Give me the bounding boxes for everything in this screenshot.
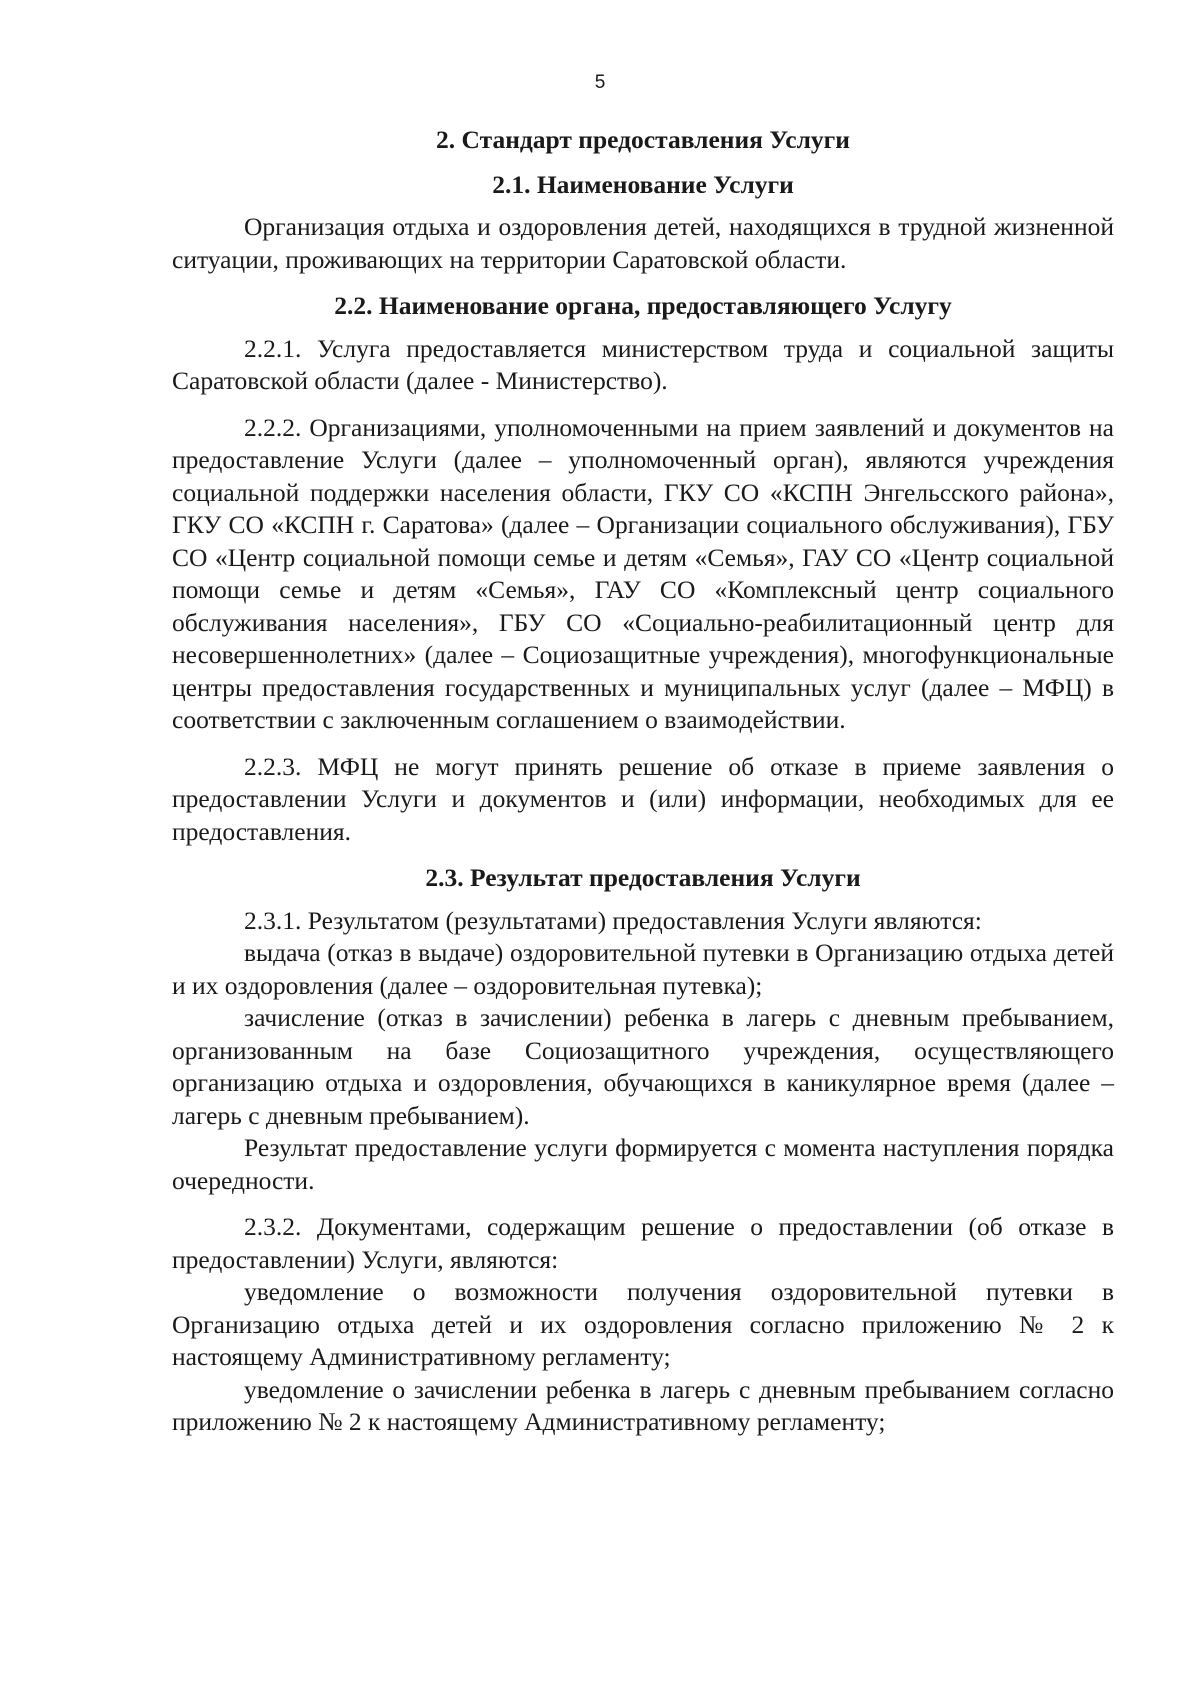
- paragraph-2-3-2-item-camp-notice: уведомление о зачислении ребенка в лагерь с дневным пребыванием согласно приложению № 2 к настоящему Административному регламенту;: [172, 1374, 1114, 1436]
- paragraph-2-3-2: 2.3.2. Документами, содержащим решение о предоставлении (об отказе в предоставлении) Услуги, являются:: [172, 1212, 1114, 1274]
- heading-2-2: 2.2. Наименование органа, предоставляющего Услугу: [334, 291, 952, 320]
- document-body: [172, 124, 1114, 1439]
- heading-main: 2. Стандарт предоставления Услуги: [436, 125, 850, 154]
- heading-2-1: 2.1. Наименование Услуги: [492, 169, 794, 199]
- paragraph-2-2-3: 2.2.3. МФЦ не могут принять решение об отказе в приеме заявления о предоставлении Услуги и документов и (или) информации, необходимых для ее предоставления.: [172, 751, 1114, 846]
- paragraph-2-3-2-item-voucher-notice: уведомление о возможности получения оздоровительной путевки в Организацию отдыха детей и их оздоровления согласно приложению № 2 к настоящему Административному регламенту;: [172, 1277, 1114, 1371]
- paragraph-2-1: Организация отдыха и оздоровления детей, находящихся в трудной жизненной ситуации, проживающих на территории Саратовской области.: [172, 212, 1114, 274]
- paragraph-2-2-2: 2.2.2. Организациями, уполномоченными на прием заявлений и документов на предоставление Услуги (далее – уполномоченный орган), являются учреждения социальной поддержки населения области, ГКУ СО «КСПН Энгельсского района», ГКУ СО «КСПН г. Саратова» (далее – Организации социального обслуживания), ГБУ СО «Центр социальной помощи семье и детям «Семья», ГАУ СО «Центр социальной помощи семье и детям «Семья», ГАУ СО «Комплексный центр социального обслуживания населения», ГБУ СО «Социально-реабилитационный центр для несовершеннолетних» (далее – Социозащитные учреждения), многофункциональные центры предоставления государственных и муниципальных услуг (далее – МФЦ) в соответствии с заключенным соглашением о взаимодействии.: [172, 412, 1114, 734]
- paragraph-2-3-1-item-voucher: выдача (отказ в выдаче) оздоровительной путевки в Организацию отдыха детей и их оздоровления (далее – оздоровительная путевка);: [172, 938, 1114, 1000]
- paragraph-2-3-1: 2.3.1. Результатом (результатами) предоставления Услуги являются:: [244, 905, 982, 935]
- page-number: 5: [594, 72, 606, 93]
- paragraph-2-2-1: 2.2.1. Услуга предоставляется министерством труда и социальной защиты Саратовской области (далее - Министерство).: [172, 333, 1114, 395]
- paragraph-2-3-1-result-note: Результат предоставление услуги формируется с момента наступления порядка очередности.: [172, 1133, 1114, 1195]
- heading-2-3: 2.3. Результат предоставления Услуги: [425, 863, 861, 892]
- paragraph-2-3-1-item-camp: зачисление (отказ в зачислении) ребенка в лагерь с дневным пребыванием, организованным на базе Социозащитного учреждения, осуществляющего организацию отдыха и оздоровления, обучающихся в каникулярное время (далее – лагерь с дневным пребыванием).: [172, 1003, 1114, 1130]
